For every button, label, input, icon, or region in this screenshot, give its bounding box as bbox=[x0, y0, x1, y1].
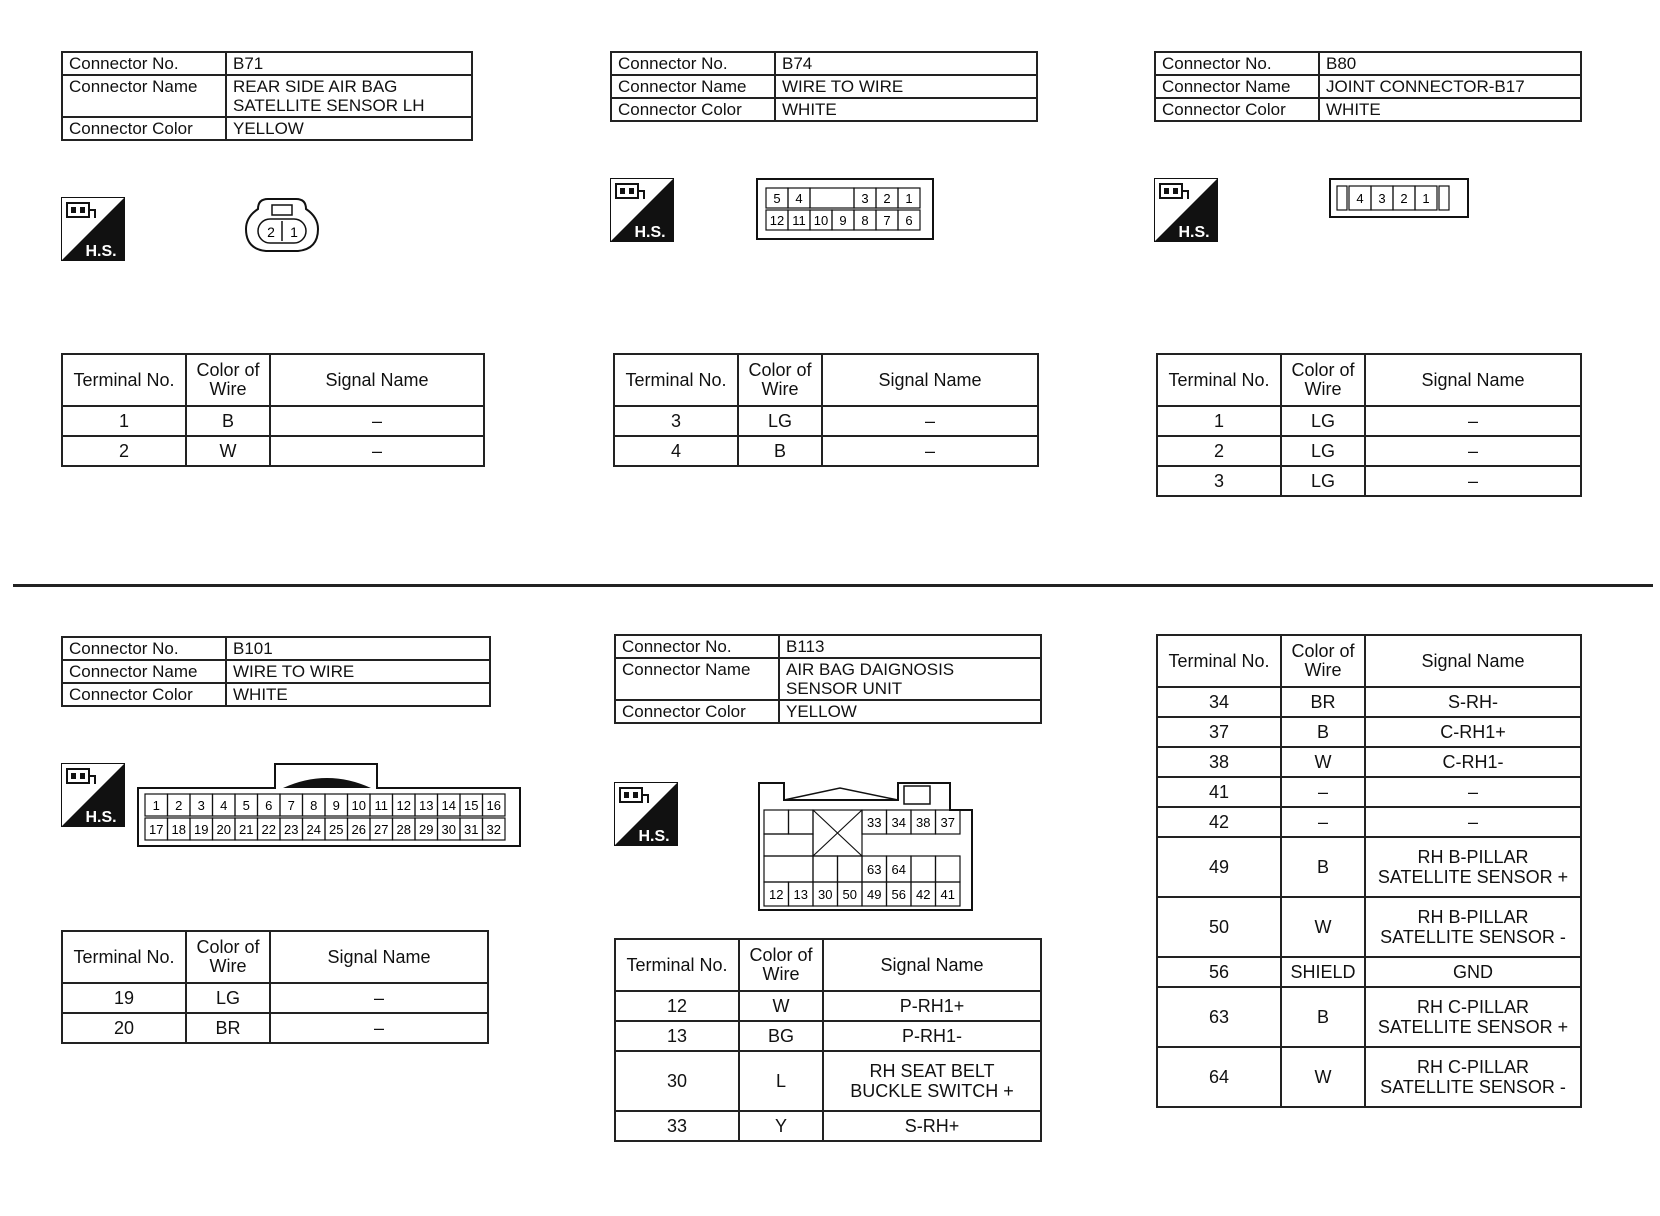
connector-name-value: REAR SIDE AIR BAG SATELLITE SENSOR LH bbox=[226, 75, 472, 117]
connector-b74-info bbox=[610, 51, 1038, 122]
terminal-no-cell: 38 bbox=[1157, 747, 1281, 777]
header-color: Color of Wire bbox=[186, 354, 270, 406]
pin-12: 12 bbox=[769, 887, 784, 902]
pin-37: 37 bbox=[940, 815, 955, 830]
pin-cavity bbox=[813, 856, 838, 882]
blocked-cavity-mark bbox=[813, 810, 862, 856]
wire-color-cell: B bbox=[1281, 987, 1365, 1047]
signal-name-cell: S-RH- bbox=[1365, 687, 1581, 717]
pin-24: 24 bbox=[306, 822, 321, 837]
pin-cavity bbox=[911, 856, 936, 882]
signal-name-cell: – bbox=[1365, 807, 1581, 837]
terminal-table-b113-continued bbox=[1156, 634, 1582, 1108]
pin-63: 63 bbox=[867, 862, 882, 877]
header-terminal: Terminal No. bbox=[1157, 635, 1281, 687]
connector-no-value: B101 bbox=[226, 637, 490, 660]
pin-10: 10 bbox=[813, 213, 829, 228]
connector-no-label: Connector No. bbox=[62, 637, 226, 660]
pin-21: 21 bbox=[239, 822, 254, 837]
pin-2: 2 bbox=[1400, 191, 1408, 206]
signal-name-cell: P-RH1- bbox=[823, 1021, 1041, 1051]
signal-name-cell: – bbox=[270, 406, 484, 436]
pin-1: 1 bbox=[905, 191, 913, 206]
wire-color-cell: B bbox=[738, 436, 822, 466]
terminal-no-cell: 20 bbox=[62, 1013, 186, 1043]
pin-13: 13 bbox=[419, 798, 434, 813]
hs-label: H.S. bbox=[1178, 224, 1210, 241]
terminal-table-b101 bbox=[61, 930, 489, 1044]
wire-color-cell: LG bbox=[1281, 406, 1365, 436]
terminal-no-cell: 63 bbox=[1157, 987, 1281, 1047]
terminal-table-b74 bbox=[613, 353, 1039, 467]
pin-4: 4 bbox=[795, 191, 803, 206]
pin-11: 11 bbox=[792, 213, 806, 228]
connector-name-label: Connector Name bbox=[62, 660, 226, 683]
header-terminal: Terminal No. bbox=[614, 354, 738, 406]
pin-4: 4 bbox=[1356, 191, 1364, 206]
header-color: Color of Wire bbox=[1281, 635, 1365, 687]
connector-no-value: B113 bbox=[779, 635, 1041, 658]
connector-name-label: Connector Name bbox=[611, 75, 775, 98]
connector-no-value: B71 bbox=[226, 52, 472, 75]
pin-cavity bbox=[789, 810, 814, 834]
connector-name-value: JOINT CONNECTOR-B17 bbox=[1319, 75, 1581, 98]
table-row bbox=[1157, 777, 1581, 807]
signal-name-cell: C-RH1+ bbox=[1365, 717, 1581, 747]
harness-side-icon bbox=[61, 763, 125, 827]
header-color: Color of Wire bbox=[1281, 354, 1365, 406]
table-row bbox=[1157, 837, 1581, 897]
header-signal: Signal Name bbox=[270, 354, 484, 406]
harness-side-icon bbox=[614, 782, 678, 846]
terminal-no-cell: 64 bbox=[1157, 1047, 1281, 1107]
terminal-no-cell: 2 bbox=[1157, 436, 1281, 466]
connector-color-value: WHITE bbox=[1319, 98, 1581, 121]
header-color: Color of Wire bbox=[739, 939, 823, 991]
pin-cavity bbox=[1337, 186, 1347, 210]
terminal-no-cell: 3 bbox=[614, 406, 738, 436]
signal-name-cell: – bbox=[1365, 406, 1581, 436]
signal-name-cell: P-RH1+ bbox=[823, 991, 1041, 1021]
pin-5: 5 bbox=[773, 191, 781, 206]
table-row bbox=[614, 436, 1038, 466]
pin-38: 38 bbox=[916, 815, 931, 830]
signal-name-cell: RH SEAT BELT BUCKLE SWITCH + bbox=[823, 1051, 1041, 1111]
connector-color-label: Connector Color bbox=[62, 683, 226, 706]
table-row bbox=[1157, 957, 1581, 987]
hs-label: H.S. bbox=[85, 243, 117, 260]
table-row bbox=[62, 1013, 488, 1043]
wire-color-cell: B bbox=[1281, 837, 1365, 897]
header-terminal: Terminal No. bbox=[615, 939, 739, 991]
connector-color-value: YELLOW bbox=[779, 700, 1041, 723]
table-row bbox=[1157, 466, 1581, 496]
signal-name-cell: C-RH1- bbox=[1365, 747, 1581, 777]
pin-29: 29 bbox=[419, 822, 434, 837]
header-signal: Signal Name bbox=[1365, 635, 1581, 687]
wire-color-cell: BR bbox=[1281, 687, 1365, 717]
table-row bbox=[1157, 747, 1581, 777]
pin-3: 3 bbox=[197, 798, 205, 813]
pin-cavity bbox=[1439, 186, 1449, 210]
pin-30: 30 bbox=[818, 887, 833, 902]
terminal-no-cell: 2 bbox=[62, 436, 186, 466]
pin-31: 31 bbox=[464, 822, 479, 837]
signal-name-cell: – bbox=[1365, 777, 1581, 807]
table-row bbox=[1157, 897, 1581, 957]
pin-49: 49 bbox=[867, 887, 882, 902]
pin-23: 23 bbox=[284, 822, 299, 837]
pin-1: 1 bbox=[152, 798, 160, 813]
wire-color-cell: W bbox=[1281, 1047, 1365, 1107]
pin-17: 17 bbox=[149, 822, 164, 837]
connector-no-label: Connector No. bbox=[62, 52, 226, 75]
wire-color-cell: W bbox=[739, 991, 823, 1021]
pin-14: 14 bbox=[441, 798, 456, 813]
table-row bbox=[1157, 406, 1581, 436]
pin-42: 42 bbox=[916, 887, 931, 902]
terminal-no-cell: 3 bbox=[1157, 466, 1281, 496]
table-row bbox=[614, 406, 1038, 436]
pin-5: 5 bbox=[242, 798, 250, 813]
connector-color-label: Connector Color bbox=[611, 98, 775, 121]
wire-color-cell: – bbox=[1281, 777, 1365, 807]
table-row bbox=[1157, 1047, 1581, 1107]
terminal-no-cell: 12 bbox=[615, 991, 739, 1021]
pin-2: 2 bbox=[267, 224, 275, 240]
connector-name-label: Connector Name bbox=[1155, 75, 1319, 98]
connector-no-value: B80 bbox=[1319, 52, 1581, 75]
header-color: Color of Wire bbox=[186, 931, 270, 983]
signal-name-cell: – bbox=[822, 436, 1038, 466]
pin-13: 13 bbox=[793, 887, 808, 902]
connector-name-label: Connector Name bbox=[62, 75, 226, 117]
connector-color-label: Connector Color bbox=[1155, 98, 1319, 121]
connector-name-value: WIRE TO WIRE bbox=[775, 75, 1037, 98]
pin-1: 1 bbox=[290, 224, 298, 240]
wire-color-cell: B bbox=[186, 406, 270, 436]
terminal-no-cell: 30 bbox=[615, 1051, 739, 1111]
pin-18: 18 bbox=[171, 822, 186, 837]
terminal-no-cell: 1 bbox=[1157, 406, 1281, 436]
pin-22: 22 bbox=[261, 822, 276, 837]
connector-name-value: WIRE TO WIRE bbox=[226, 660, 490, 683]
signal-name-cell: S-RH+ bbox=[823, 1111, 1041, 1141]
pin-6: 6 bbox=[265, 798, 273, 813]
pin-cavity bbox=[764, 856, 813, 882]
harness-side-icon bbox=[1154, 178, 1218, 242]
wire-color-cell: LG bbox=[1281, 466, 1365, 496]
pin-9: 9 bbox=[332, 798, 340, 813]
pin-3: 3 bbox=[861, 191, 869, 206]
signal-name-cell: RH B-PILLAR SATELLITE SENSOR - bbox=[1365, 897, 1581, 957]
connector-b80-info bbox=[1154, 51, 1582, 122]
pin-30: 30 bbox=[441, 822, 456, 837]
signal-name-cell: RH C-PILLAR SATELLITE SENSOR - bbox=[1365, 1047, 1581, 1107]
pin-28: 28 bbox=[396, 822, 411, 837]
table-row bbox=[62, 406, 484, 436]
signal-name-cell: RH C-PILLAR SATELLITE SENSOR + bbox=[1365, 987, 1581, 1047]
header-terminal: Terminal No. bbox=[62, 931, 186, 983]
pin-10: 10 bbox=[351, 798, 366, 813]
header-signal: Signal Name bbox=[1365, 354, 1581, 406]
table-row bbox=[62, 436, 484, 466]
pin-32: 32 bbox=[486, 822, 501, 837]
wire-color-cell: W bbox=[186, 436, 270, 466]
wire-color-cell: W bbox=[1281, 897, 1365, 957]
pin-1: 1 bbox=[1422, 191, 1430, 206]
pin-41: 41 bbox=[940, 887, 955, 902]
table-row bbox=[615, 1111, 1041, 1141]
terminal-table-b71 bbox=[61, 353, 485, 467]
harness-side-icon bbox=[61, 197, 125, 261]
wire-color-cell: LG bbox=[738, 406, 822, 436]
pin-2: 2 bbox=[175, 798, 183, 813]
table-row bbox=[1157, 687, 1581, 717]
pin-19: 19 bbox=[194, 822, 209, 837]
signal-name-cell: – bbox=[270, 983, 488, 1013]
pin-6: 6 bbox=[905, 213, 913, 228]
table-row bbox=[1157, 436, 1581, 466]
connector-b71-face bbox=[244, 191, 320, 262]
header-signal: Signal Name bbox=[823, 939, 1041, 991]
pin-56: 56 bbox=[891, 887, 906, 902]
header-signal: Signal Name bbox=[822, 354, 1038, 406]
pin-12: 12 bbox=[396, 798, 411, 813]
connector-color-value: YELLOW bbox=[226, 117, 472, 140]
connector-no-label: Connector No. bbox=[1155, 52, 1319, 75]
terminal-no-cell: 50 bbox=[1157, 897, 1281, 957]
wire-color-cell: – bbox=[1281, 807, 1365, 837]
connector-no-label: Connector No. bbox=[615, 635, 779, 658]
signal-name-cell: GND bbox=[1365, 957, 1581, 987]
pin-64: 64 bbox=[891, 862, 906, 877]
header-terminal: Terminal No. bbox=[62, 354, 186, 406]
connector-color-label: Connector Color bbox=[62, 117, 226, 140]
connector-color-value: WHITE bbox=[775, 98, 1037, 121]
connector-color-label: Connector Color bbox=[615, 700, 779, 723]
header-terminal: Terminal No. bbox=[1157, 354, 1281, 406]
connector-b74-face bbox=[756, 178, 934, 245]
signal-name-cell: – bbox=[1365, 436, 1581, 466]
table-row bbox=[1157, 807, 1581, 837]
connector-name-label: Connector Name bbox=[615, 658, 779, 700]
table-row bbox=[1157, 717, 1581, 747]
pin-cavity bbox=[936, 856, 961, 882]
terminal-no-cell: 34 bbox=[1157, 687, 1281, 717]
pin-cavity bbox=[838, 856, 863, 882]
table-row bbox=[1157, 987, 1581, 1047]
pin-34: 34 bbox=[891, 815, 906, 830]
wire-color-cell: Y bbox=[739, 1111, 823, 1141]
pin-8: 8 bbox=[310, 798, 318, 813]
connector-b101-info bbox=[61, 636, 491, 707]
wire-color-cell: W bbox=[1281, 747, 1365, 777]
pin-25: 25 bbox=[329, 822, 344, 837]
table-row bbox=[62, 983, 488, 1013]
harness-side-icon bbox=[610, 178, 674, 242]
pin-20: 20 bbox=[216, 822, 231, 837]
pin-8: 8 bbox=[861, 213, 869, 228]
connector-b101-face bbox=[137, 760, 521, 853]
pin-16: 16 bbox=[486, 798, 501, 813]
signal-name-cell: – bbox=[822, 406, 1038, 436]
table-row bbox=[615, 1021, 1041, 1051]
wire-color-cell: BR bbox=[186, 1013, 270, 1043]
hs-label: H.S. bbox=[638, 828, 670, 845]
terminal-no-cell: 41 bbox=[1157, 777, 1281, 807]
pin-33: 33 bbox=[867, 815, 882, 830]
pin-15: 15 bbox=[464, 798, 479, 813]
connector-name-value: AIR BAG DAIGNOSIS SENSOR UNIT bbox=[779, 658, 1041, 700]
wire-color-cell: LG bbox=[1281, 436, 1365, 466]
section-divider bbox=[13, 584, 1653, 587]
wire-color-cell: BG bbox=[739, 1021, 823, 1051]
terminal-table-b80 bbox=[1156, 353, 1582, 497]
pin-9: 9 bbox=[839, 213, 847, 228]
connector-b71-info bbox=[61, 51, 473, 141]
connector-no-value: B74 bbox=[775, 52, 1037, 75]
connector-b80-face bbox=[1329, 178, 1469, 223]
pin-27: 27 bbox=[374, 822, 389, 837]
pin-7: 7 bbox=[883, 213, 891, 228]
terminal-no-cell: 42 bbox=[1157, 807, 1281, 837]
terminal-no-cell: 37 bbox=[1157, 717, 1281, 747]
wire-color-cell: LG bbox=[186, 983, 270, 1013]
terminal-no-cell: 4 bbox=[614, 436, 738, 466]
pin-cavity bbox=[810, 188, 854, 208]
wire-color-cell: SHIELD bbox=[1281, 957, 1365, 987]
connector-b113-info bbox=[614, 634, 1042, 724]
terminal-no-cell: 19 bbox=[62, 983, 186, 1013]
pin-4: 4 bbox=[220, 798, 228, 813]
pin-cavity bbox=[764, 834, 813, 856]
pin-7: 7 bbox=[287, 798, 295, 813]
hs-label: H.S. bbox=[634, 224, 666, 241]
header-color: Color of Wire bbox=[738, 354, 822, 406]
table-row bbox=[615, 991, 1041, 1021]
terminal-table-b113 bbox=[614, 938, 1042, 1142]
table-row bbox=[615, 1051, 1041, 1111]
pin-cavity bbox=[764, 810, 789, 834]
pin-3: 3 bbox=[1378, 191, 1386, 206]
terminal-no-cell: 1 bbox=[62, 406, 186, 436]
terminal-no-cell: 13 bbox=[615, 1021, 739, 1051]
pin-11: 11 bbox=[374, 798, 388, 813]
hs-label: H.S. bbox=[85, 809, 117, 826]
pin-26: 26 bbox=[351, 822, 366, 837]
terminal-no-cell: 56 bbox=[1157, 957, 1281, 987]
wire-color-cell: B bbox=[1281, 717, 1365, 747]
pin-12: 12 bbox=[769, 213, 785, 228]
signal-name-cell: – bbox=[270, 1013, 488, 1043]
connector-b113-face bbox=[758, 782, 974, 917]
signal-name-cell: – bbox=[270, 436, 484, 466]
signal-name-cell: RH B-PILLAR SATELLITE SENSOR + bbox=[1365, 837, 1581, 897]
terminal-no-cell: 33 bbox=[615, 1111, 739, 1141]
signal-name-cell: – bbox=[1365, 466, 1581, 496]
connector-no-label: Connector No. bbox=[611, 52, 775, 75]
header-signal: Signal Name bbox=[270, 931, 488, 983]
terminal-no-cell: 49 bbox=[1157, 837, 1281, 897]
pin-50: 50 bbox=[842, 887, 857, 902]
wire-color-cell: L bbox=[739, 1051, 823, 1111]
connector-color-value: WHITE bbox=[226, 683, 490, 706]
pin-2: 2 bbox=[883, 191, 891, 206]
